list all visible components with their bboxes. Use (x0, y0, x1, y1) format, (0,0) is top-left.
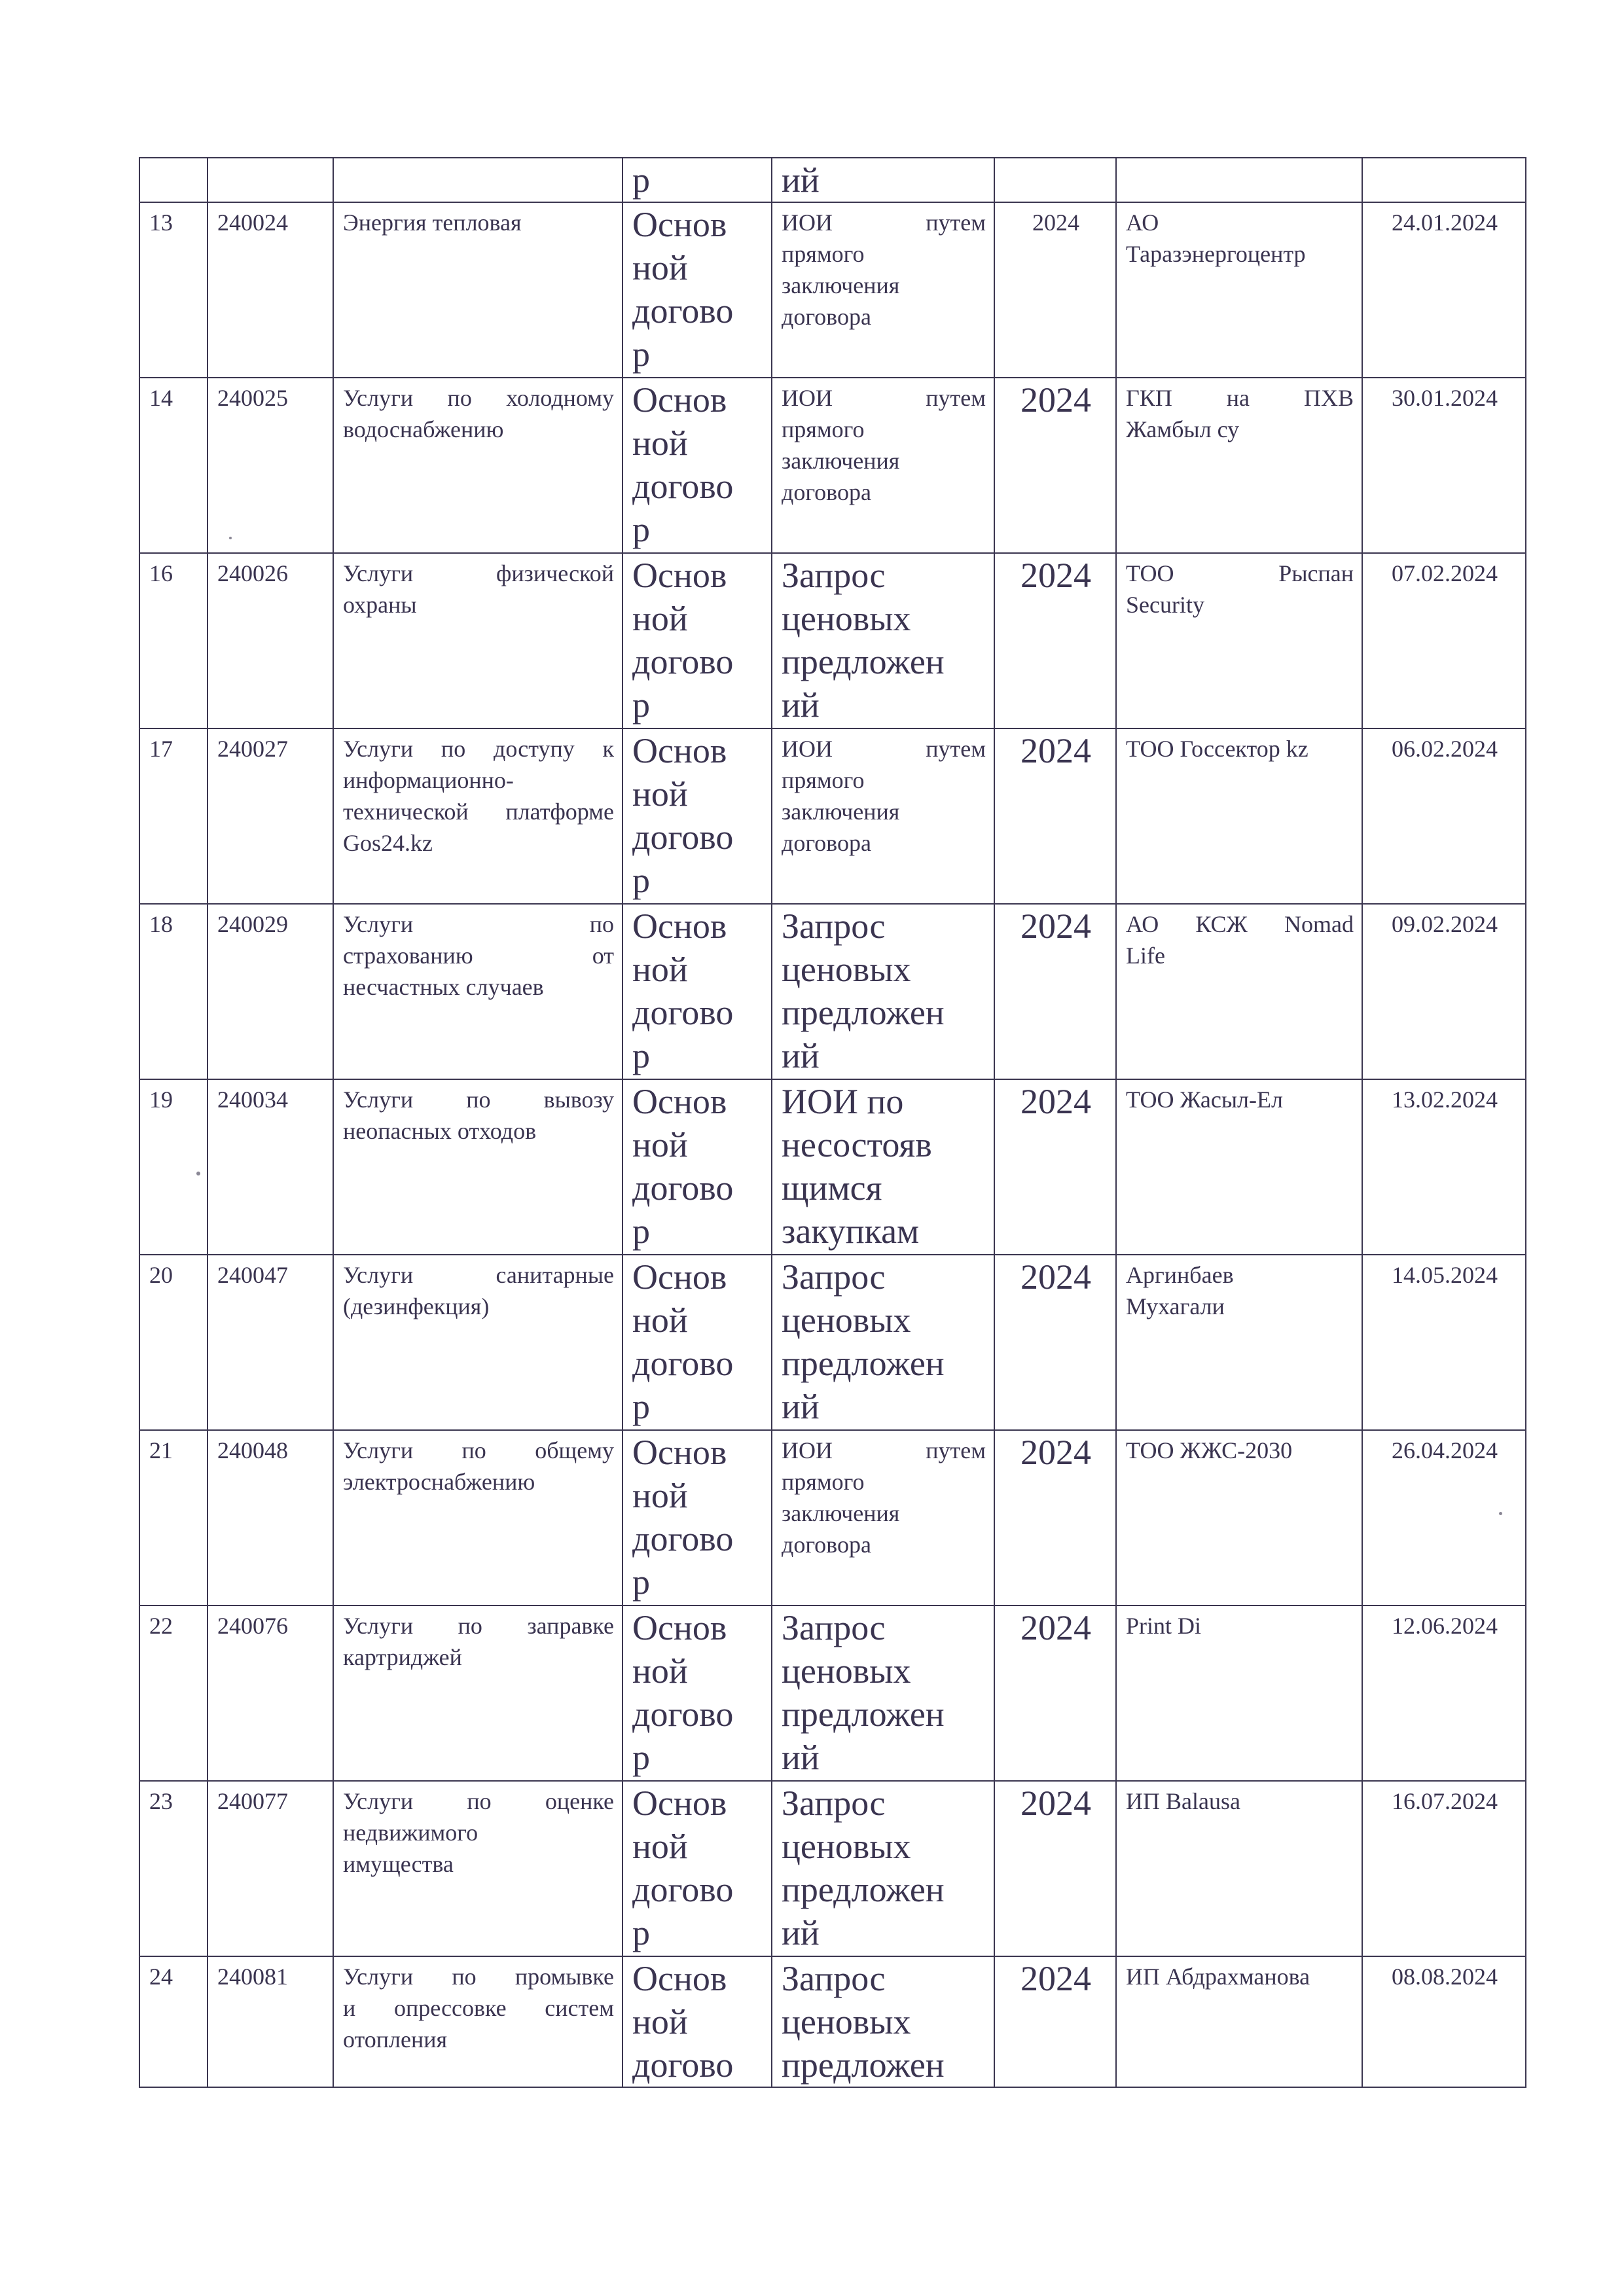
procurement-method: ценовых (782, 599, 911, 638)
contract-type: Основ (632, 1082, 727, 1121)
service-name: страхованию от (343, 942, 614, 969)
procurement-method: ИОИ путем (782, 209, 986, 236)
table-body (139, 158, 1526, 2087)
contract-date: 14.05.2024 (1392, 1262, 1498, 1288)
procurement-method: предложен (782, 2045, 945, 2085)
cell-date (1362, 1079, 1526, 1255)
procurement-method: ий (782, 1913, 820, 1952)
procurement-method: ИОИ путем (782, 736, 986, 762)
cell-type (623, 1255, 772, 1430)
cell-method (772, 728, 994, 904)
cell-year (994, 1255, 1116, 1430)
cell-method (772, 1605, 994, 1781)
cell-type (623, 158, 772, 202)
contract-type: Основ (632, 731, 727, 770)
lot-code: 240048 (217, 1437, 288, 1463)
cell-year (994, 1956, 1116, 2087)
contract-type: Основ (632, 1433, 727, 1472)
cell-supplier (1116, 158, 1362, 202)
cell-method (772, 378, 994, 553)
cell-name (333, 1079, 623, 1255)
supplier-name: ГКП на ПХВ (1126, 385, 1354, 411)
procurement-method: предложен (782, 1870, 945, 1909)
lot-code: 240029 (217, 911, 288, 937)
cell-code (208, 158, 333, 202)
service-name: Услуги физической (343, 560, 614, 586)
procurement-method: несостояв (782, 1125, 932, 1164)
service-name: Услуги по оценке (343, 1788, 614, 1814)
service-name: технической платформе (343, 798, 614, 825)
procurement-method: Запрос (782, 1608, 886, 1647)
procurement-method: Запрос (782, 1257, 886, 1297)
cell-date (1362, 202, 1526, 378)
contract-year: 2024 (1020, 731, 1091, 770)
cell-type (623, 1781, 772, 1956)
cell-year (994, 202, 1116, 378)
cell-name (333, 553, 623, 728)
procurement-method: ИОИ путем (782, 1437, 986, 1463)
cell-no (139, 553, 208, 728)
procurement-method: Запрос (782, 1784, 886, 1823)
contract-date: 30.01.2024 (1392, 385, 1498, 411)
row-number: 17 (149, 736, 173, 762)
contract-year: 2024 (1020, 906, 1091, 946)
cell-supplier (1116, 1079, 1362, 1255)
cell-no (139, 202, 208, 378)
lot-code: 240047 (217, 1262, 288, 1288)
lot-code: 240081 (217, 1964, 288, 1990)
row-number: 14 (149, 385, 173, 411)
cell-type (623, 1605, 772, 1781)
procurement-method: ценовых (782, 1827, 911, 1866)
contract-year: 2024 (1020, 380, 1091, 420)
cell-code (208, 1255, 333, 1430)
table-row (139, 904, 1526, 1079)
cell-name (333, 1956, 623, 2087)
cell-type (623, 378, 772, 553)
cell-year (994, 1430, 1116, 1605)
cell-code (208, 1430, 333, 1605)
cell-type (623, 553, 772, 728)
procurement-method: ий (782, 1738, 820, 1777)
contract-date: 13.02.2024 (1392, 1086, 1498, 1113)
contract-date: 08.08.2024 (1392, 1964, 1498, 1990)
cell-supplier (1116, 378, 1362, 553)
row-number: 21 (149, 1437, 173, 1463)
row-number: 16 (149, 560, 173, 586)
procurement-method: прямого (782, 416, 865, 442)
procurement-method: ценовых (782, 1651, 911, 1691)
service-name: неопасных отходов (343, 1118, 537, 1144)
cell-date (1362, 904, 1526, 1079)
supplier-name: Жамбыл су (1126, 416, 1240, 442)
supplier-name: Security (1126, 592, 1204, 618)
procurement-method: ий (782, 1036, 820, 1075)
contract-date: 26.04.2024 (1392, 1437, 1498, 1463)
cell-method (772, 1079, 994, 1255)
service-name: Услуги по общему (343, 1437, 614, 1463)
cell-name (333, 728, 623, 904)
cell-no (139, 378, 208, 553)
contract-year: 2024 (1020, 1257, 1091, 1297)
contract-date: 07.02.2024 (1392, 560, 1498, 586)
lot-code: 240024 (217, 209, 288, 236)
contract-type: догово (632, 1168, 734, 1208)
service-name: картриджей (343, 1644, 462, 1670)
contract-type: ной (632, 950, 688, 989)
procurement-method: прямого (782, 767, 865, 793)
contract-type: догово (632, 642, 734, 681)
cell-no (139, 158, 208, 202)
procurement-method: Запрос (782, 556, 886, 595)
contract-type: Основ (632, 906, 727, 946)
contract-year: 2024 (1020, 1608, 1091, 1647)
table-row (139, 202, 1526, 378)
procurement-method: ценовых (782, 1300, 911, 1340)
supplier-name: АО (1126, 209, 1159, 236)
contract-type: Основ (632, 380, 727, 420)
table-row (139, 1430, 1526, 1605)
cell-name (333, 1781, 623, 1956)
cell-date (1362, 728, 1526, 904)
lot-code: 240077 (217, 1788, 288, 1814)
procurement-method: Запрос (782, 1959, 886, 1998)
cell-method (772, 1956, 994, 2087)
cell-name (333, 1605, 623, 1781)
service-name: водоснабжению (343, 416, 504, 442)
service-name: недвижимого (343, 1820, 478, 1846)
cell-no (139, 1605, 208, 1781)
cell-code (208, 202, 333, 378)
contract-type: ной (632, 1476, 688, 1515)
cell-method (772, 904, 994, 1079)
procurement-method: предложен (782, 993, 945, 1032)
supplier-name: Life (1126, 942, 1165, 969)
cell-supplier (1116, 1430, 1362, 1605)
contract-type: догово (632, 817, 734, 857)
service-name: Услуги по (343, 911, 614, 937)
procurement-method: Запрос (782, 906, 886, 946)
procurement-method: предложен (782, 642, 945, 681)
contract-type: р (632, 685, 650, 725)
row-number: 22 (149, 1613, 173, 1639)
contract-type: Основ (632, 1959, 727, 1998)
cell-method (772, 1255, 994, 1430)
contract-type: р (632, 1387, 650, 1426)
cell-code (208, 904, 333, 1079)
service-name: несчастных случаев (343, 974, 544, 1000)
procurement-method: ценовых (782, 950, 911, 989)
contract-type: ной (632, 423, 688, 463)
cell-supplier (1116, 553, 1362, 728)
cell-date (1362, 1956, 1526, 2087)
cell-code (208, 378, 333, 553)
method-tail: ий (782, 160, 820, 200)
service-name: Услуги по холодному (343, 385, 614, 411)
contract-type: ной (632, 599, 688, 638)
lot-code: 240034 (217, 1086, 288, 1113)
supplier-name: Мухагали (1126, 1293, 1225, 1319)
contract-type: ной (632, 2002, 688, 2041)
cell-date (1362, 553, 1526, 728)
procurement-method: закупкам (782, 1211, 920, 1251)
cell-no (139, 1956, 208, 2087)
procurement-method: заключения (782, 798, 900, 825)
table-row (139, 1255, 1526, 1430)
cell-method (772, 158, 994, 202)
procurement-method: прямого (782, 241, 865, 267)
cell-date (1362, 378, 1526, 553)
cell-code (208, 728, 333, 904)
cell-year (994, 158, 1116, 202)
contract-type: догово (632, 2045, 734, 2085)
cell-name (333, 1430, 623, 1605)
cell-type (623, 1430, 772, 1605)
cell-type (623, 1956, 772, 2087)
contract-type: Основ (632, 1784, 727, 1823)
contract-date: 09.02.2024 (1392, 911, 1498, 937)
supplier-name: ТОО Жасыл-Ел (1126, 1086, 1283, 1113)
contract-year: 2024 (1020, 1959, 1091, 1998)
contract-type: р (632, 1211, 650, 1251)
service-name: (дезинфекция) (343, 1293, 490, 1319)
contract-type: Основ (632, 205, 727, 244)
cell-code (208, 1956, 333, 2087)
service-name: Услуги по вывозу (343, 1086, 614, 1113)
cell-no (139, 1079, 208, 1255)
cell-year (994, 1605, 1116, 1781)
supplier-name: Print Di (1126, 1613, 1202, 1639)
supplier-name: ИП Balausa (1126, 1788, 1240, 1814)
contract-type: р (632, 334, 650, 374)
procurement-method: договора (782, 304, 871, 330)
cell-no (139, 1255, 208, 1430)
cell-code (208, 553, 333, 728)
service-name: и опрессовке систем (343, 1995, 614, 2021)
contract-type: р (632, 861, 650, 900)
row-number: 20 (149, 1262, 173, 1288)
scan-speck (229, 537, 232, 539)
row-number: 24 (149, 1964, 173, 1990)
procurement-method: договора (782, 479, 871, 505)
service-name: Gos24.kz (343, 830, 433, 856)
cell-date (1362, 1430, 1526, 1605)
cell-method (772, 553, 994, 728)
contract-type: Основ (632, 1608, 727, 1647)
contract-type: догово (632, 1870, 734, 1909)
cell-year (994, 1781, 1116, 1956)
procurement-method: заключения (782, 272, 900, 298)
service-name: имущества (343, 1851, 454, 1877)
service-name: Услуги по заправке (343, 1613, 614, 1639)
contract-type: Основ (632, 556, 727, 595)
cell-method (772, 202, 994, 378)
contract-type: р (632, 1738, 650, 1777)
service-name: электроснабжению (343, 1469, 535, 1495)
supplier-name: ТОО Рыспан (1126, 560, 1354, 586)
cell-code (208, 1079, 333, 1255)
contract-type: ной (632, 1827, 688, 1866)
contract-date: 24.01.2024 (1392, 209, 1498, 236)
cell-no (139, 904, 208, 1079)
cell-name (333, 904, 623, 1079)
cell-type (623, 202, 772, 378)
cell-name (333, 158, 623, 202)
contract-type: р (632, 1913, 650, 1952)
cell-method (772, 1430, 994, 1605)
table-row (139, 378, 1526, 553)
cell-name (333, 378, 623, 553)
scan-speck (196, 1172, 200, 1175)
procurement-method: ценовых (782, 2002, 911, 2041)
procurement-method: договора (782, 1532, 871, 1558)
cell-date (1362, 158, 1526, 202)
service-name: Услуги санитарные (343, 1262, 614, 1288)
supplier-name: Таразэнергоцентр (1126, 241, 1306, 267)
cell-supplier (1116, 1605, 1362, 1781)
row-number: 18 (149, 911, 173, 937)
supplier-name: АО КСЖ Nomad (1126, 911, 1354, 937)
lot-code: 240076 (217, 1613, 288, 1639)
cell-name (333, 1255, 623, 1430)
table-row (139, 1079, 1526, 1255)
contract-year: 2024 (1020, 556, 1091, 595)
contract-type: р (632, 1036, 650, 1075)
cell-supplier (1116, 202, 1362, 378)
cell-no (139, 1781, 208, 1956)
contract-type: догово (632, 1344, 734, 1383)
service-name: отопления (343, 2026, 448, 2053)
procurement-method: предложен (782, 1695, 945, 1734)
row-number: 13 (149, 209, 173, 236)
contract-date: 12.06.2024 (1392, 1613, 1498, 1639)
table-row (139, 1605, 1526, 1781)
cell-no (139, 728, 208, 904)
cell-date (1362, 1781, 1526, 1956)
cell-year (994, 728, 1116, 904)
service-name: Услуги по промывке (343, 1964, 614, 1990)
contract-year: 2024 (1020, 1433, 1091, 1472)
procurement-method: ий (782, 1387, 820, 1426)
service-name: охраны (343, 592, 417, 618)
procurement-method: щимся (782, 1168, 882, 1208)
table-row (139, 1956, 1526, 2087)
cell-code (208, 1605, 333, 1781)
cell-date (1362, 1605, 1526, 1781)
row-number: 23 (149, 1788, 173, 1814)
cell-year (994, 1079, 1116, 1255)
contract-type: р (632, 510, 650, 549)
table-row (139, 728, 1526, 904)
type-tail: р (632, 160, 650, 200)
cell-no (139, 1430, 208, 1605)
contract-year: 2024 (1032, 209, 1079, 236)
procurement-method: ИОИ путем (782, 385, 986, 411)
procurement-method: предложен (782, 1344, 945, 1383)
row-number: 19 (149, 1086, 173, 1113)
cell-year (994, 553, 1116, 728)
procurement-method: договора (782, 830, 871, 856)
lot-code: 240025 (217, 385, 288, 411)
contract-date: 16.07.2024 (1392, 1788, 1498, 1814)
contract-year: 2024 (1020, 1082, 1091, 1121)
contract-type: догово (632, 291, 734, 331)
procurement-method: ий (782, 685, 820, 725)
procurement-method: прямого (782, 1469, 865, 1495)
lot-code: 240026 (217, 560, 288, 586)
supplier-name: ИП Абдрахманова (1126, 1964, 1310, 1990)
contract-type: ной (632, 774, 688, 814)
service-name: информационно- (343, 767, 514, 793)
cell-supplier (1116, 1781, 1362, 1956)
cell-method (772, 1781, 994, 1956)
lot-code: 240027 (217, 736, 288, 762)
cell-supplier (1116, 1956, 1362, 2087)
procurement-table (139, 157, 1526, 2088)
contract-type: догово (632, 1695, 734, 1734)
contract-year: 2024 (1020, 1784, 1091, 1823)
service-name: Услуги по доступу к (343, 736, 614, 762)
continuation-row (139, 158, 1526, 202)
supplier-name: ТОО ЖЖС-2030 (1126, 1437, 1293, 1463)
contract-type: р (632, 1562, 650, 1602)
contract-type: догово (632, 993, 734, 1032)
service-name: Энергия тепловая (343, 209, 522, 236)
cell-type (623, 1079, 772, 1255)
scan-speck (1499, 1512, 1502, 1515)
cell-supplier (1116, 728, 1362, 904)
cell-supplier (1116, 904, 1362, 1079)
cell-name (333, 202, 623, 378)
supplier-name: ТОО Госсектор kz (1126, 736, 1308, 762)
procurement-method: заключения (782, 448, 900, 474)
cell-date (1362, 1255, 1526, 1430)
procurement-method: заключения (782, 1500, 900, 1526)
cell-year (994, 904, 1116, 1079)
contract-type: ной (632, 1651, 688, 1691)
contract-type: догово (632, 467, 734, 506)
cell-type (623, 904, 772, 1079)
cell-supplier (1116, 1255, 1362, 1430)
cell-type (623, 728, 772, 904)
contract-type: ной (632, 1300, 688, 1340)
contract-type: ной (632, 1125, 688, 1164)
cell-code (208, 1781, 333, 1956)
supplier-name: Аргинбаев (1126, 1262, 1234, 1288)
table-row (139, 1781, 1526, 1956)
contract-type: Основ (632, 1257, 727, 1297)
contract-date: 06.02.2024 (1392, 736, 1498, 762)
contract-type: ной (632, 248, 688, 287)
contract-type: догово (632, 1519, 734, 1558)
table-row (139, 553, 1526, 728)
procurement-method: ИОИ по (782, 1082, 904, 1121)
cell-year (994, 378, 1116, 553)
